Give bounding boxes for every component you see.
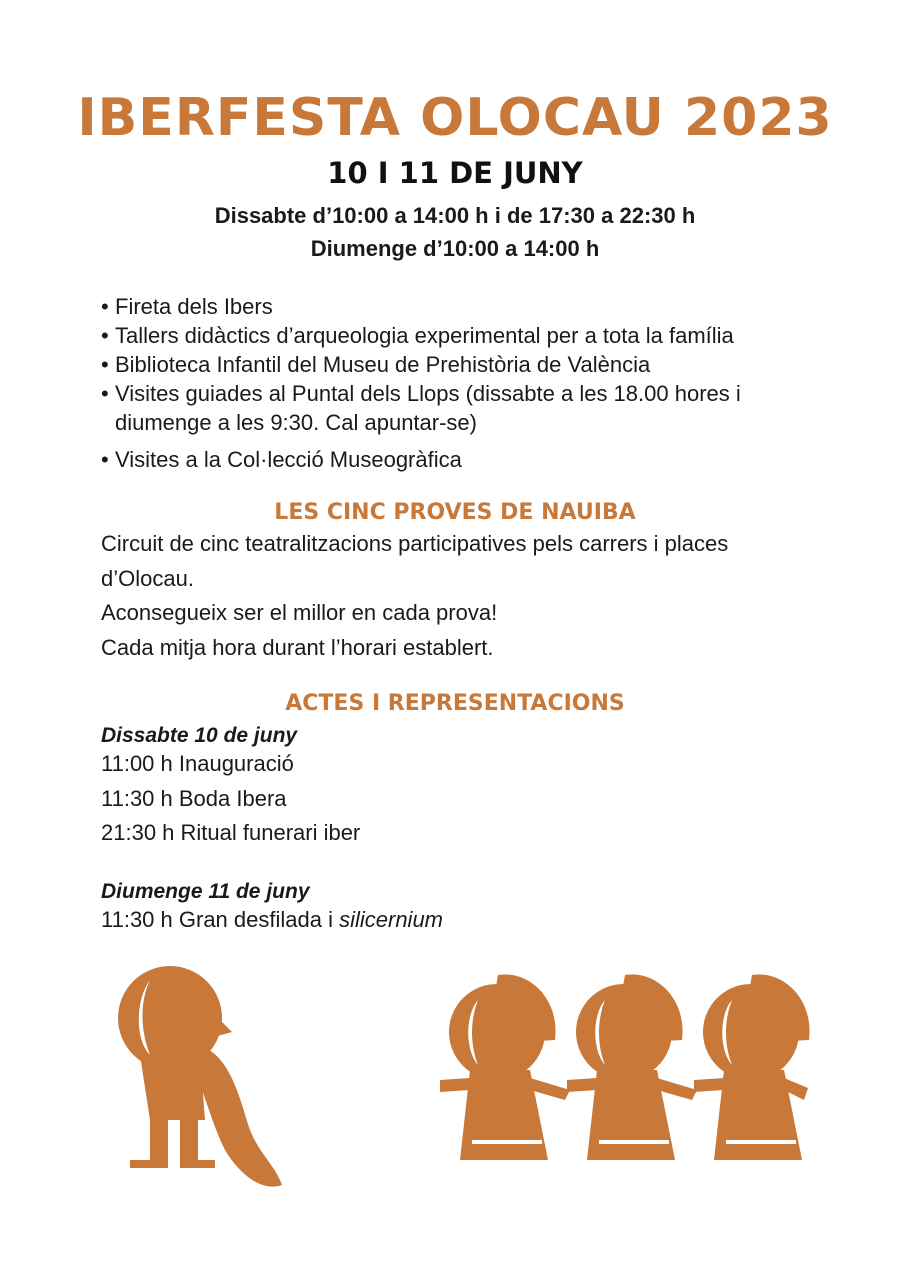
iberian-figure-icon <box>440 974 570 1160</box>
list-item: • Visites guiades al Puntal dels Llops (dissabte a les 18.00 hores i diumenge a les 9:30. Cal apuntar-se) <box>101 379 821 437</box>
hours-saturday: Dissabte d’10:00 a 14:00 h i de 17:30 a 22:30 h <box>214 203 696 228</box>
event-dates: 10 I 11 DE JUNY <box>327 156 583 190</box>
sunday-label: Diumenge 11 de juny <box>101 880 310 903</box>
nauiba-heading: LES CINC PROVES DE NAUIBA <box>274 500 636 525</box>
nauiba-text-line: Cada mitja hora durant l’horari establert. <box>101 635 494 660</box>
list-item: • Biblioteca Infantil del Museu de Prehistòria de València <box>101 350 821 379</box>
nauiba-text-line: Circuit de cinc teatralitzacions participatives pels carrers i places <box>101 531 729 556</box>
poster-title: IBERFESTA OLOCAU 2023 <box>77 88 833 148</box>
nauiba-text-line: d’Olocau. <box>101 566 194 591</box>
event-text-italic: silicernium <box>339 907 444 932</box>
iberian-figure-icon <box>694 974 810 1160</box>
hours-sunday: Diumenge d’10:00 a 14:00 h <box>310 236 600 261</box>
list-item: • Tallers didàctics d’arqueologia experimental per a tota la família <box>101 321 821 350</box>
saturday-label: Dissabte 10 de juny <box>101 724 298 747</box>
iberian-figures-illustration <box>0 960 910 1210</box>
event-item: 21:30 h Ritual funerari iber <box>101 820 361 845</box>
event-item: 11:30 h Boda Ibera <box>101 786 287 811</box>
event-text: 11:30 h Gran desfilada i <box>101 907 340 932</box>
actes-heading: ACTES I REPRESENTACIONS <box>285 691 625 716</box>
activities-list <box>101 292 821 474</box>
nauiba-text-line: Aconsegueix ser el millor en cada prova! <box>101 600 498 625</box>
list-item: • Fireta dels Ibers <box>101 292 821 321</box>
event-item: 11:00 h Inauguració <box>101 751 294 776</box>
event-item <box>101 907 443 933</box>
iberian-figure-icon <box>567 974 697 1160</box>
list-item: • Visites a la Col·lecció Museogràfica <box>101 445 821 474</box>
